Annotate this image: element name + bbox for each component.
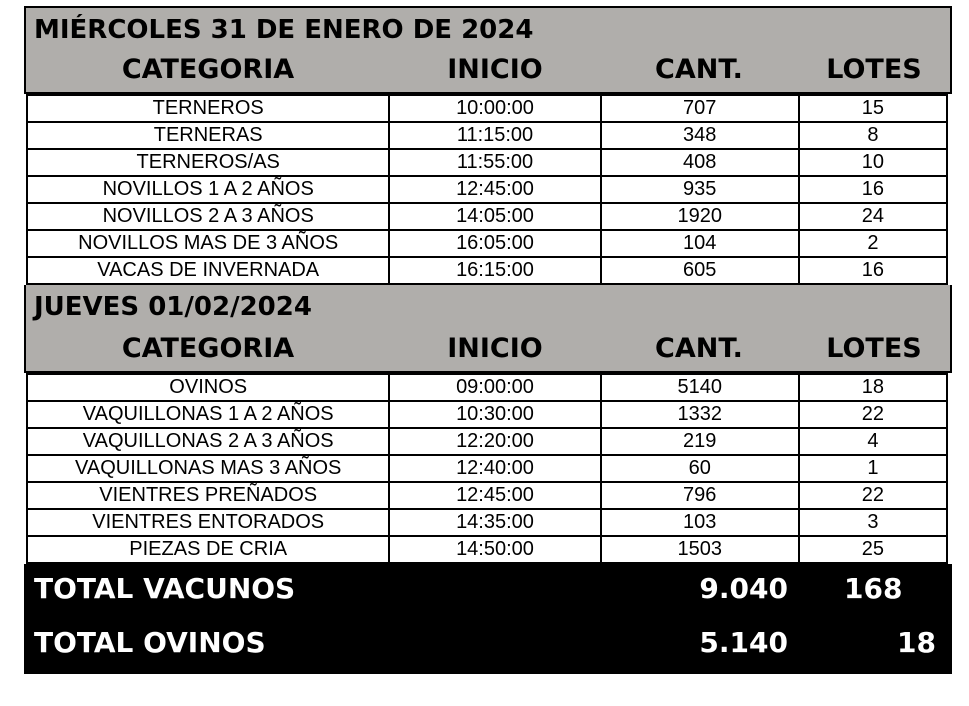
cell-cant: 1503 bbox=[601, 536, 799, 563]
total-vacunos-cant: 9.040 bbox=[699, 572, 788, 605]
cell-inicio: 16:15:00 bbox=[389, 257, 600, 284]
header-lotes: LOTES bbox=[826, 333, 922, 364]
header-lotes: LOTES bbox=[826, 54, 922, 85]
cell-lotes: 15 bbox=[799, 95, 947, 122]
cell-categoria: NOVILLOS 1 A 2 AÑOS bbox=[27, 176, 389, 203]
cell-cant: 5140 bbox=[601, 374, 799, 401]
cell-cant: 104 bbox=[601, 230, 799, 257]
table-row bbox=[27, 536, 947, 563]
cell-categoria: VAQUILLONAS MAS 3 AÑOS bbox=[27, 455, 389, 482]
table-row bbox=[27, 509, 947, 536]
cell-lotes: 10 bbox=[799, 149, 947, 176]
column-headers-miercoles bbox=[24, 50, 952, 94]
table-row bbox=[27, 122, 947, 149]
column-headers-jueves bbox=[24, 329, 952, 373]
cell-categoria: VAQUILLONAS 1 A 2 AÑOS bbox=[27, 401, 389, 428]
day-title-jueves: JUEVES 01/02/2024 bbox=[24, 285, 952, 329]
cell-inicio: 09:00:00 bbox=[389, 374, 600, 401]
cell-categoria: OVINOS bbox=[27, 374, 389, 401]
cell-cant: 60 bbox=[601, 455, 799, 482]
cell-cant: 1920 bbox=[601, 203, 799, 230]
cell-inicio: 10:00:00 bbox=[389, 95, 600, 122]
table-row bbox=[27, 257, 947, 284]
cell-inicio: 12:20:00 bbox=[389, 428, 600, 455]
cell-inicio: 12:40:00 bbox=[389, 455, 600, 482]
cell-cant: 1332 bbox=[601, 401, 799, 428]
table-row bbox=[27, 428, 947, 455]
cell-cant: 348 bbox=[601, 122, 799, 149]
table-row bbox=[27, 374, 947, 401]
cell-lotes: 1 bbox=[799, 455, 947, 482]
table-row bbox=[27, 455, 947, 482]
cell-categoria: TERNEROS bbox=[27, 95, 389, 122]
table-row bbox=[27, 401, 947, 428]
cell-lotes: 18 bbox=[799, 374, 947, 401]
cell-lotes: 3 bbox=[799, 509, 947, 536]
total-vacunos-row bbox=[24, 572, 952, 612]
cell-categoria: TERNEROS/AS bbox=[27, 149, 389, 176]
cell-inicio: 10:30:00 bbox=[389, 401, 600, 428]
cell-cant: 408 bbox=[601, 149, 799, 176]
cell-lotes: 22 bbox=[799, 401, 947, 428]
cell-categoria: TERNERAS bbox=[27, 122, 389, 149]
cell-cant: 605 bbox=[601, 257, 799, 284]
day-title-miercoles: MIÉRCOLES 31 DE ENERO DE 2024 bbox=[24, 6, 952, 50]
cell-lotes: 16 bbox=[799, 176, 947, 203]
header-cant: CANT. bbox=[655, 54, 743, 85]
total-ovinos-cant: 5.140 bbox=[699, 626, 788, 659]
cell-inicio: 14:05:00 bbox=[389, 203, 600, 230]
cell-inicio: 11:15:00 bbox=[389, 122, 600, 149]
table-row bbox=[27, 203, 947, 230]
cell-inicio: 12:45:00 bbox=[389, 482, 600, 509]
header-cant: CANT. bbox=[655, 333, 743, 364]
cell-inicio: 11:55:00 bbox=[389, 149, 600, 176]
cell-inicio: 14:35:00 bbox=[389, 509, 600, 536]
table-row bbox=[27, 482, 947, 509]
header-categoria: CATEGORIA bbox=[121, 333, 295, 364]
header-categoria: CATEGORIA bbox=[121, 54, 295, 85]
cell-cant: 935 bbox=[601, 176, 799, 203]
cell-inicio: 14:50:00 bbox=[389, 536, 600, 563]
cell-lotes: 25 bbox=[799, 536, 947, 563]
header-inicio: INICIO bbox=[447, 333, 543, 364]
totals-panel bbox=[24, 564, 952, 674]
table-row bbox=[27, 230, 947, 257]
total-ovinos-lotes: 18 bbox=[897, 626, 936, 659]
cell-lotes: 2 bbox=[799, 230, 947, 257]
cell-categoria: NOVILLOS 2 A 3 AÑOS bbox=[27, 203, 389, 230]
cell-categoria: NOVILLOS MAS DE 3 AÑOS bbox=[27, 230, 389, 257]
cell-lotes: 8 bbox=[799, 122, 947, 149]
cell-cant: 219 bbox=[601, 428, 799, 455]
table-miercoles bbox=[26, 94, 948, 285]
cell-lotes: 4 bbox=[799, 428, 947, 455]
total-vacunos-label: TOTAL VACUNOS bbox=[34, 572, 296, 605]
table-row bbox=[27, 176, 947, 203]
cell-inicio: 12:45:00 bbox=[389, 176, 600, 203]
remate-schedule bbox=[24, 6, 952, 674]
cell-categoria: VACAS DE INVERNADA bbox=[27, 257, 389, 284]
cell-lotes: 24 bbox=[799, 203, 947, 230]
table-row bbox=[27, 149, 947, 176]
cell-lotes: 16 bbox=[799, 257, 947, 284]
table-row bbox=[27, 95, 947, 122]
cell-categoria: VIENTRES ENTORADOS bbox=[27, 509, 389, 536]
cell-cant: 707 bbox=[601, 95, 799, 122]
header-inicio: INICIO bbox=[447, 54, 543, 85]
cell-inicio: 16:05:00 bbox=[389, 230, 600, 257]
cell-cant: 103 bbox=[601, 509, 799, 536]
cell-cant: 796 bbox=[601, 482, 799, 509]
cell-categoria: VAQUILLONAS 2 A 3 AÑOS bbox=[27, 428, 389, 455]
cell-categoria: PIEZAS DE CRIA bbox=[27, 536, 389, 563]
total-ovinos-row bbox=[24, 626, 952, 666]
table-jueves bbox=[26, 373, 948, 564]
cell-lotes: 22 bbox=[799, 482, 947, 509]
total-ovinos-label: TOTAL OVINOS bbox=[34, 626, 266, 659]
cell-categoria: VIENTRES PREÑADOS bbox=[27, 482, 389, 509]
total-vacunos-lotes: 168 bbox=[844, 572, 903, 605]
